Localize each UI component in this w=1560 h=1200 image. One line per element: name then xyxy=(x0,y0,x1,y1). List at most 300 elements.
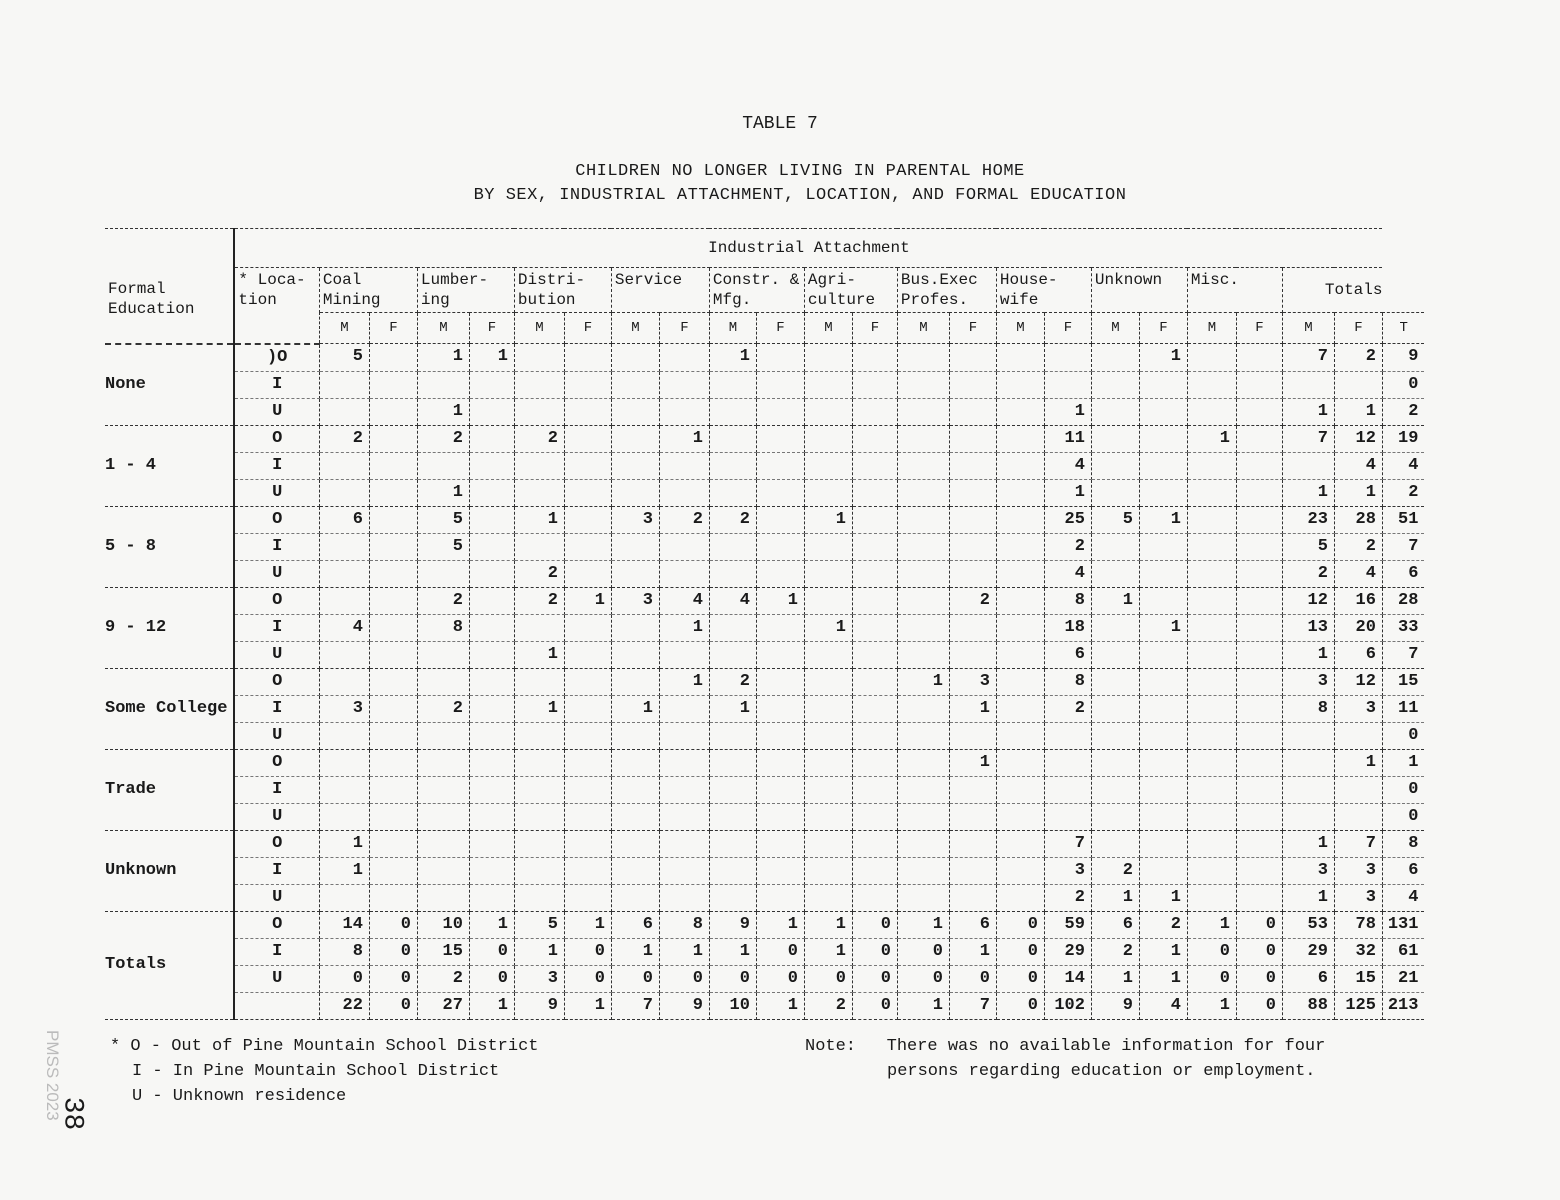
table-cell: 1 xyxy=(1091,884,1139,911)
table-cell xyxy=(1236,884,1282,911)
table-cell xyxy=(1334,803,1382,830)
table-cell xyxy=(417,668,469,695)
table-cell xyxy=(564,803,611,830)
table-cell: 1 xyxy=(949,695,996,722)
table-cell xyxy=(1187,830,1236,857)
header-sex-f: F xyxy=(564,313,611,344)
table-cell: 3 xyxy=(1334,857,1382,884)
table-cell: 1 xyxy=(1044,398,1091,425)
table-cell: 0 xyxy=(369,965,417,992)
education-level: Unknown xyxy=(105,830,234,911)
table-cell xyxy=(659,398,709,425)
table-cell xyxy=(1139,425,1187,452)
header-group: Constr. & Mfg. xyxy=(709,268,804,313)
table-cell: 8 xyxy=(1282,695,1334,722)
header-group: Coal Mining xyxy=(319,268,417,313)
header-group: Service xyxy=(611,268,709,313)
table-cell xyxy=(1091,722,1139,749)
table-cell: 25 xyxy=(1044,506,1091,533)
table-cell: 0 xyxy=(1382,371,1424,398)
table-cell: 7 xyxy=(1044,830,1091,857)
location-legend xyxy=(110,1034,538,1109)
table-cell xyxy=(1187,749,1236,776)
table-cell xyxy=(949,722,996,749)
table-cell xyxy=(897,587,949,614)
table-cell: 7 xyxy=(1382,533,1424,560)
table-cell xyxy=(1236,776,1282,803)
table-cell xyxy=(709,803,756,830)
note-line-1: There was no available information for four xyxy=(886,1037,1326,1056)
table-row xyxy=(105,776,1424,803)
location-code: U xyxy=(234,398,319,425)
table-cell: 0 xyxy=(1236,938,1282,965)
table-cell: 14 xyxy=(1044,965,1091,992)
table-cell xyxy=(897,506,949,533)
table-cell xyxy=(949,371,996,398)
table-cell: 1 xyxy=(756,911,804,938)
header-sex-m: M xyxy=(1187,313,1236,344)
table-cell xyxy=(1187,776,1236,803)
table-cell xyxy=(1139,722,1187,749)
location-code: U xyxy=(234,722,319,749)
table-cell: 9 xyxy=(1091,992,1139,1019)
table-cell: 1 xyxy=(756,587,804,614)
table-cell xyxy=(564,668,611,695)
table-cell: 8 xyxy=(659,911,709,938)
table-cell: 2 xyxy=(514,587,564,614)
table-cell xyxy=(1187,641,1236,668)
table-cell xyxy=(659,803,709,830)
table-cell xyxy=(1236,587,1282,614)
table-cell xyxy=(996,722,1044,749)
table-cell: 1 xyxy=(564,992,611,1019)
table-cell: 0 xyxy=(1382,776,1424,803)
table-cell xyxy=(611,884,659,911)
table-cell: 11 xyxy=(1044,425,1091,452)
table-cell xyxy=(949,425,996,452)
location-code: I xyxy=(234,776,319,803)
table-cell: 1 xyxy=(1282,884,1334,911)
table-cell xyxy=(469,695,514,722)
table-cell xyxy=(852,614,897,641)
location-code: U xyxy=(234,803,319,830)
table-cell: 0 xyxy=(1236,911,1282,938)
table-cell xyxy=(564,452,611,479)
table-cell xyxy=(756,479,804,506)
table-cell xyxy=(1236,830,1282,857)
table-cell xyxy=(852,533,897,560)
table-cell xyxy=(897,641,949,668)
table-cell: 1 xyxy=(1044,479,1091,506)
table-cell: 131 xyxy=(1382,911,1424,938)
table-cell xyxy=(564,425,611,452)
table-cell xyxy=(709,884,756,911)
table-cell xyxy=(852,344,897,372)
table-cell: 78 xyxy=(1334,911,1382,938)
table-cell xyxy=(319,668,369,695)
table-cell xyxy=(319,533,369,560)
table-cell xyxy=(804,344,852,372)
table-cell: 0 xyxy=(852,992,897,1019)
header-group: Misc. xyxy=(1187,268,1282,313)
table-cell: 213 xyxy=(1382,992,1424,1019)
table-cell xyxy=(1187,884,1236,911)
table-cell xyxy=(1139,668,1187,695)
table-cell xyxy=(564,830,611,857)
table-cell xyxy=(319,776,369,803)
table-cell xyxy=(756,857,804,884)
table-cell xyxy=(564,857,611,884)
table-cell: 8 xyxy=(1044,587,1091,614)
table-cell xyxy=(1236,614,1282,641)
table-cell: 6 xyxy=(319,506,369,533)
table-cell xyxy=(756,398,804,425)
education-level: 9 - 12 xyxy=(105,587,234,668)
table-cell xyxy=(1187,371,1236,398)
header-sex-m: M xyxy=(417,313,469,344)
table-cell xyxy=(1187,668,1236,695)
table-cell xyxy=(949,803,996,830)
table-cell xyxy=(611,641,659,668)
table-cell xyxy=(852,560,897,587)
table-subtitle-1: CHILDREN NO LONGER LIVING IN PARENTAL HOME xyxy=(575,162,1025,181)
table-cell xyxy=(369,398,417,425)
table-cell: 1 xyxy=(804,938,852,965)
table-cell: 0 xyxy=(709,965,756,992)
table-cell: 1 xyxy=(659,614,709,641)
table-cell: 0 xyxy=(996,992,1044,1019)
table-cell xyxy=(564,479,611,506)
table-cell xyxy=(469,830,514,857)
table-cell xyxy=(514,452,564,479)
table-cell xyxy=(1282,371,1334,398)
table-cell xyxy=(1187,803,1236,830)
table-cell xyxy=(996,803,1044,830)
table-cell xyxy=(417,884,469,911)
table-cell: 3 xyxy=(611,587,659,614)
table-cell: 125 xyxy=(1334,992,1382,1019)
table-cell xyxy=(319,884,369,911)
table-subtitle-2: BY SEX, INDUSTRIAL ATTACHMENT, LOCATION, AND FORMAL EDUCATION xyxy=(473,186,1127,205)
table-cell xyxy=(1187,614,1236,641)
table-row xyxy=(105,641,1424,668)
table-cell xyxy=(319,452,369,479)
table-cell xyxy=(1139,776,1187,803)
table-cell: 1 xyxy=(1139,506,1187,533)
header-group: Lumber- ing xyxy=(417,268,514,313)
table-cell xyxy=(1236,668,1282,695)
table-cell: 11 xyxy=(1382,695,1424,722)
table-cell xyxy=(611,452,659,479)
table-row xyxy=(105,425,1424,452)
education-level: 5 - 8 xyxy=(105,506,234,587)
table-cell: 1 xyxy=(709,344,756,372)
table-cell xyxy=(1236,749,1282,776)
table-cell xyxy=(1236,857,1282,884)
table-cell xyxy=(756,506,804,533)
table-cell xyxy=(319,749,369,776)
table-cell xyxy=(564,695,611,722)
table-cell xyxy=(611,857,659,884)
table-cell xyxy=(996,533,1044,560)
table-cell xyxy=(369,722,417,749)
table-cell xyxy=(756,614,804,641)
table-cell xyxy=(897,452,949,479)
table-row xyxy=(105,938,1424,965)
table-cell xyxy=(611,560,659,587)
table-cell: 2 xyxy=(319,425,369,452)
table-cell: 0 xyxy=(1236,965,1282,992)
table-cell xyxy=(996,479,1044,506)
table-cell xyxy=(611,371,659,398)
table-cell xyxy=(1091,371,1139,398)
table-cell xyxy=(756,776,804,803)
table-cell: 2 xyxy=(417,587,469,614)
table-cell: 0 xyxy=(1187,965,1236,992)
table-cell xyxy=(897,749,949,776)
table-cell xyxy=(709,371,756,398)
table-cell xyxy=(709,641,756,668)
note-line-2: persons regarding education or employment. xyxy=(887,1062,1316,1081)
table-cell xyxy=(709,830,756,857)
table-cell xyxy=(469,587,514,614)
table-cell xyxy=(756,560,804,587)
table-cell: 13 xyxy=(1282,614,1334,641)
table-cell xyxy=(852,668,897,695)
table-cell xyxy=(1091,830,1139,857)
table-cell: 6 xyxy=(949,911,996,938)
location-code: O xyxy=(234,587,319,614)
table-cell xyxy=(514,776,564,803)
header-group: Distri- bution xyxy=(514,268,611,313)
table-cell xyxy=(369,641,417,668)
table-cell xyxy=(756,641,804,668)
table-cell xyxy=(659,452,709,479)
table-cell: 0 xyxy=(369,992,417,1019)
table-cell xyxy=(1282,803,1334,830)
table-cell xyxy=(1044,344,1091,372)
table-cell: 15 xyxy=(1382,668,1424,695)
table-cell xyxy=(611,749,659,776)
table-cell xyxy=(1236,722,1282,749)
table-cell: 32 xyxy=(1334,938,1382,965)
table-cell xyxy=(1187,695,1236,722)
table-cell xyxy=(469,479,514,506)
table-cell xyxy=(469,884,514,911)
table-cell xyxy=(756,533,804,560)
page-number: 38 xyxy=(56,1096,88,1131)
location-code: I xyxy=(234,695,319,722)
location-code: O xyxy=(234,911,319,938)
table-cell: 6 xyxy=(1334,641,1382,668)
location-code xyxy=(234,992,319,1019)
table-cell: 29 xyxy=(1044,938,1091,965)
header-group: Unknown xyxy=(1091,268,1187,313)
header-sex-f: F xyxy=(369,313,417,344)
table-cell: 2 xyxy=(1044,695,1091,722)
table-cell xyxy=(897,344,949,372)
table-cell xyxy=(756,803,804,830)
table-cell: 3 xyxy=(319,695,369,722)
table-cell xyxy=(469,533,514,560)
table-cell xyxy=(897,560,949,587)
table-cell xyxy=(1044,803,1091,830)
table-cell xyxy=(756,344,804,372)
table-cell xyxy=(611,830,659,857)
header-location: * Loca- tion xyxy=(234,268,319,344)
table-cell xyxy=(611,425,659,452)
table-cell: 1 xyxy=(1187,425,1236,452)
table-cell: 3 xyxy=(1334,884,1382,911)
location-code: O xyxy=(234,668,319,695)
table-cell: 1 xyxy=(659,425,709,452)
table-cell xyxy=(564,614,611,641)
table-row xyxy=(105,560,1424,587)
table-cell xyxy=(756,371,804,398)
table-cell xyxy=(659,560,709,587)
header-sex-m: M xyxy=(319,313,369,344)
header-group: Bus.Exec Profes. xyxy=(897,268,996,313)
table-cell xyxy=(469,560,514,587)
table-cell xyxy=(804,830,852,857)
table-cell xyxy=(756,695,804,722)
table-cell xyxy=(611,533,659,560)
table-cell xyxy=(1091,398,1139,425)
table-cell xyxy=(804,452,852,479)
table-cell: 27 xyxy=(417,992,469,1019)
table-cell xyxy=(1091,344,1139,372)
table-cell xyxy=(852,884,897,911)
table-cell xyxy=(756,884,804,911)
table-cell xyxy=(949,830,996,857)
table-cell xyxy=(564,344,611,372)
header-sex-f: F xyxy=(852,313,897,344)
table-cell xyxy=(897,803,949,830)
table-cell: 0 xyxy=(1187,938,1236,965)
table-cell xyxy=(1187,506,1236,533)
table-cell: 28 xyxy=(1382,587,1424,614)
table-cell xyxy=(1139,695,1187,722)
table-cell xyxy=(996,884,1044,911)
table-cell xyxy=(417,830,469,857)
location-code: O xyxy=(234,506,319,533)
location-code: U xyxy=(234,965,319,992)
table-cell xyxy=(949,857,996,884)
table-cell: 1 xyxy=(514,506,564,533)
table-cell xyxy=(852,749,897,776)
table-cell: 2 xyxy=(1382,479,1424,506)
table-cell xyxy=(564,560,611,587)
table-cell: 0 xyxy=(469,938,514,965)
table-cell: 10 xyxy=(709,992,756,1019)
location-code: O xyxy=(234,425,319,452)
header-total-t: T xyxy=(1382,313,1424,344)
table-row xyxy=(105,533,1424,560)
table-cell: 1 xyxy=(319,857,369,884)
table-cell xyxy=(1139,749,1187,776)
table-cell xyxy=(514,371,564,398)
table-cell xyxy=(319,803,369,830)
table-cell xyxy=(1091,452,1139,479)
table-cell xyxy=(897,614,949,641)
table-cell xyxy=(659,884,709,911)
table-cell: 0 xyxy=(852,938,897,965)
table-cell xyxy=(659,533,709,560)
table-cell: 2 xyxy=(417,695,469,722)
table-cell: 1 xyxy=(897,668,949,695)
legend-unknown: U - Unknown residence xyxy=(132,1087,347,1106)
table-cell xyxy=(1282,722,1334,749)
table-cell: 2 xyxy=(1139,911,1187,938)
table-cell xyxy=(804,857,852,884)
table-cell: 1 xyxy=(804,911,852,938)
table-row xyxy=(105,830,1424,857)
table-cell xyxy=(996,641,1044,668)
table-cell: 6 xyxy=(1382,560,1424,587)
table-cell: 1 xyxy=(1187,911,1236,938)
table-cell: 1 xyxy=(659,938,709,965)
table-row xyxy=(105,479,1424,506)
table-cell xyxy=(417,857,469,884)
table-cell xyxy=(897,425,949,452)
table-cell: 4 xyxy=(1044,560,1091,587)
table-cell: 0 xyxy=(996,911,1044,938)
table-cell: 8 xyxy=(1044,668,1091,695)
table-cell xyxy=(369,344,417,372)
table-cell: 1 xyxy=(1282,479,1334,506)
header-formal-education: Formal Education xyxy=(105,229,234,344)
table-title: TABLE 7 xyxy=(742,114,818,134)
table-cell xyxy=(804,749,852,776)
table-cell xyxy=(417,722,469,749)
table-cell xyxy=(514,857,564,884)
table-cell xyxy=(417,776,469,803)
header-sex-f: F xyxy=(1139,313,1187,344)
table-cell xyxy=(852,587,897,614)
table-cell xyxy=(1044,722,1091,749)
table-cell: 23 xyxy=(1282,506,1334,533)
education-level: None xyxy=(105,344,234,426)
table-cell: 1 xyxy=(564,587,611,614)
table-cell xyxy=(709,533,756,560)
table-cell xyxy=(369,479,417,506)
note-label: Note: xyxy=(805,1037,857,1056)
table-cell xyxy=(1334,722,1382,749)
table-cell: 8 xyxy=(1382,830,1424,857)
table-cell: 0 xyxy=(897,965,949,992)
table-cell: 0 xyxy=(1382,722,1424,749)
table-cell xyxy=(1091,695,1139,722)
table-cell: 1 xyxy=(469,344,514,372)
location-code: O xyxy=(234,830,319,857)
header-industrial-attachment: Industrial Attachment xyxy=(234,229,1382,268)
table-cell xyxy=(804,776,852,803)
table-cell: 9 xyxy=(514,992,564,1019)
table-cell xyxy=(852,371,897,398)
table-cell xyxy=(756,452,804,479)
table-row xyxy=(105,398,1424,425)
legend-out: * O - Out of Pine Mountain School District xyxy=(110,1037,539,1056)
table-cell xyxy=(659,695,709,722)
table-cell xyxy=(369,371,417,398)
table-cell xyxy=(469,371,514,398)
table-cell: 4 xyxy=(1044,452,1091,479)
table-cell xyxy=(756,425,804,452)
table-cell: 4 xyxy=(1382,452,1424,479)
table-cell xyxy=(897,479,949,506)
table-cell: 7 xyxy=(1382,641,1424,668)
table-cell xyxy=(1187,587,1236,614)
